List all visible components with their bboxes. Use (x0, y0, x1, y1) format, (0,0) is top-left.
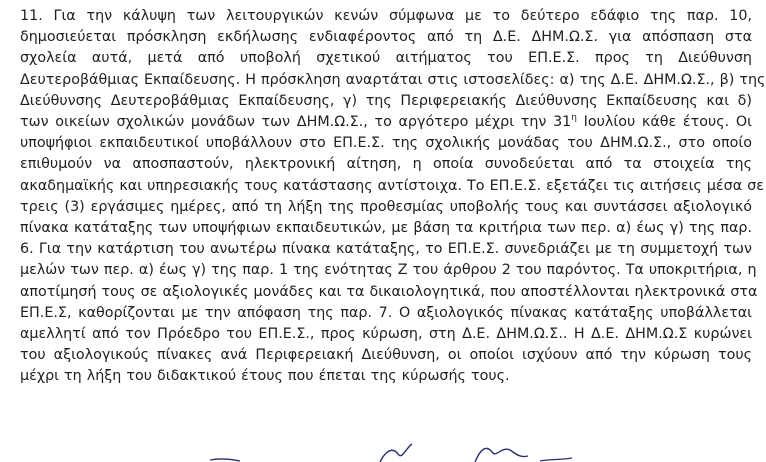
text-line: ΕΠ.Ε.Σ, καθορίζονται με την απόφαση της παρ. 7. Ο αξιολογικός πίνακας κατάταξης υποβάλλεται (20, 304, 752, 321)
text-line: τρεις (3) εργάσιμες ημέρες, από τη λήξη της προθεσμίας υποβολής τους και συντάσσει αξιολογικό (20, 198, 752, 215)
text-line: Διεύθυνσης Δευτεροβάθμιας Εκπαίδευσης, γ) της Περιφερειακής Διεύθυνσης Εκπαίδευσης και δ) (20, 92, 752, 109)
text-line: 11. Για την κάλυψη των λειτουργικών κενών σύμφωνα με το δεύτερο εδάφιο της παρ. 10, (20, 8, 752, 24)
text-line: σχολεία αυτά, μετά από υποβολή σχετικού αιτήματος του ΕΠ.Ε.Σ. προς τη Διεύθυνση (20, 50, 752, 67)
text-line: επιθυμούν να αποσπαστούν, ηλεκτρονική αίτηση, η οποία συνοδεύεται από τα στοιχεία της (20, 156, 752, 173)
text-line: του αξιολογικούς πίνακες ανά Περιφερειακή Διεύθυνση, οι οποίοι ισχύουν από την κύρωση τους (20, 347, 752, 364)
deadline-tail: Ιουλίου κάθε έτους. Οι (577, 114, 752, 131)
deadline-text: των οικείων σχολικών μονάδων των ΔΗΜ.Ω.Σ., το αργότερο μέχρι την 31 (20, 114, 572, 131)
text-line: αμελλητί από τον Πρόεδρο του ΕΠ.Ε.Σ., προς κύρωση, στη Δ.Ε. ΔΗΜ.Ω.Σ.. Η Δ.Ε. ΔΗΜ.Ω.Σ κυρώνει (20, 326, 752, 343)
text-line-deadline (20, 112, 752, 133)
paragraph-11 (20, 6, 766, 388)
text-line: 6. Για την κατάρτιση του ανωτέρω πίνακα κατάταξης, το ΕΠ.Ε.Σ. συνεδριάζει με τη συμμετοχή των (20, 241, 752, 258)
text-line: υποψήφιοι εκπαιδευτικοί υποβάλλουν στο ΕΠ.Ε.Σ. της σχολικής μονάδας του ΔΗΜ.Ω.Σ., στο οποίο (20, 135, 752, 152)
text-line: πίνακα κατάταξης των υποψήφιων εκπαιδευτικών, με βάση τα κριτήρια των περ. α) έως γ) της παρ. (20, 220, 752, 237)
signature-scribble (180, 440, 600, 462)
text-line: μελών των περ. α) έως γ) της παρ. 1 της ενότητας Ζ του άρθρου 2 του παρόντος. Τα υποκριτήρια, η (20, 262, 757, 279)
ordinal-superscript: η (571, 113, 577, 124)
text-line: ακαδημαϊκής και υπηρεσιακής τους κατάστασης αντίστοιχα. Το ΕΠ.Ε.Σ. εξετάζει τις αιτήσεις μέσα σε (20, 177, 764, 194)
text-line: αποτίμησή τους σε αξιολογικές μονάδες και τα δικαιολογητικά, που αποστέλλονται ηλεκτρονικά στα (20, 283, 758, 300)
text-line: Δευτεροβάθμιας Εκπαίδευσης. Η πρόσκληση αναρτάται στις ιστοσελίδες: α) της Δ.Ε. ΔΗΜ.Ω.Σ., β) της (20, 71, 766, 88)
text-line-final: μέχρι τη λήξη του διδακτικού έτους που έπεται της κύρωσής τους. (20, 368, 510, 385)
text-line: δημοσιεύεται πρόσκληση εκδήλωσης ενδιαφέροντος από τη Δ.Ε. ΔΗΜ.Ω.Σ. για απόσπαση στα (20, 29, 752, 46)
